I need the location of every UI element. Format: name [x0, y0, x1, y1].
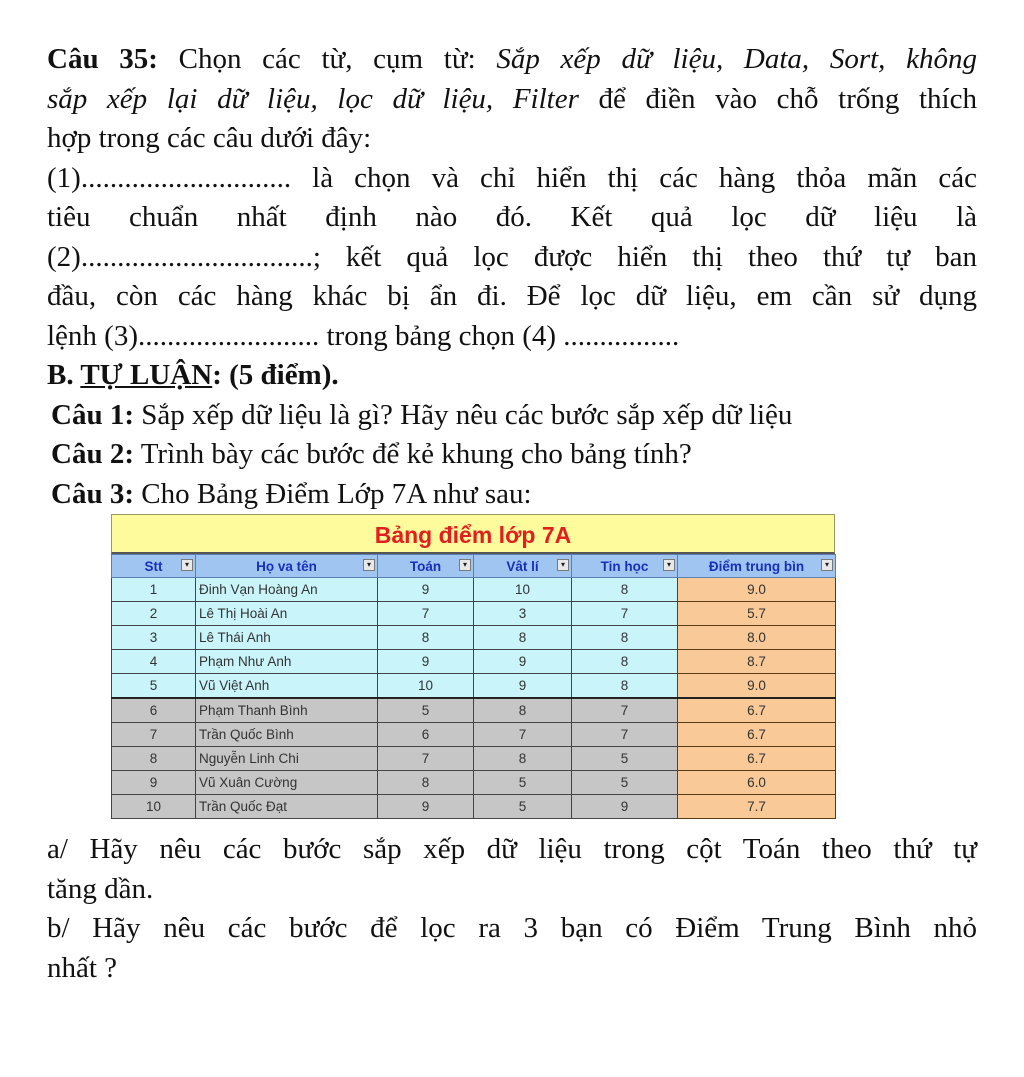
- cell-math: 8: [378, 771, 474, 795]
- q35-label: Câu 35:: [47, 43, 158, 75]
- cell-stt: 10: [112, 795, 196, 819]
- table-row: [112, 626, 836, 650]
- cell-physics: 10: [474, 578, 572, 602]
- table-row: [112, 723, 836, 747]
- cell-physics: 9: [474, 650, 572, 674]
- cell-informatics: 5: [572, 747, 678, 771]
- header-informatics: Tin học ▾: [572, 555, 678, 578]
- cell-stt: 2: [112, 602, 196, 626]
- cell-stt: 9: [112, 771, 196, 795]
- cell-physics: 5: [474, 771, 572, 795]
- q35-blank-1: (1)............................. là chọn và chỉ hiển thị các hàng thỏa mãn các: [47, 161, 977, 194]
- cell-physics: 9: [474, 674, 572, 699]
- sub-question-b-line-1: b/ Hãy nêu các bước để lọc ra 3 bạn có Điểm Trung Bình nhỏ: [47, 912, 977, 944]
- question-2: Câu 2: Trình bày các bước để kẻ khung cho bảng tính?: [51, 438, 692, 470]
- cell-average: 9.0: [678, 674, 836, 699]
- cell-name: Phạm Thanh Bình: [196, 698, 378, 723]
- cell-physics: 3: [474, 602, 572, 626]
- cell-name: Lê Thị Hoài An: [196, 602, 378, 626]
- header-physics: Vât lí ▾: [474, 555, 572, 578]
- section-b-title: TỰ LUẬN: [80, 359, 213, 391]
- cell-math: 5: [378, 698, 474, 723]
- table-row: [112, 602, 836, 626]
- filter-dropdown-icon[interactable]: ▾: [557, 559, 569, 571]
- exam-page: [47, 40, 977, 514]
- table-row: [112, 578, 836, 602]
- table-row: [112, 747, 836, 771]
- header-stt: Stt ▾: [112, 555, 196, 578]
- cell-name: Đinh Vạn Hoàng An: [196, 578, 378, 602]
- cell-stt: 3: [112, 626, 196, 650]
- sub-question-b-line-2: nhất ?: [47, 951, 118, 984]
- table-row: [112, 674, 836, 699]
- question-3: Câu 3: Cho Bảng Điểm Lớp 7A như sau:: [51, 477, 532, 510]
- question-1: Câu 1: Sắp xếp dữ liệu là gì? Hãy nêu các bước sắp xếp dữ liệu: [51, 398, 793, 431]
- cell-average: 6.0: [678, 771, 836, 795]
- cell-math: 9: [378, 650, 474, 674]
- cell-math: 7: [378, 747, 474, 771]
- cell-informatics: 8: [572, 626, 678, 650]
- cell-name: Lê Thái Anh: [196, 626, 378, 650]
- q35-line-3: hợp trong các câu dưới đây:: [47, 122, 372, 154]
- cell-stt: 5: [112, 674, 196, 699]
- cell-informatics: 7: [572, 602, 678, 626]
- q35-options-1: Sắp xếp dữ liệu, Data, Sort, không: [496, 43, 977, 75]
- cell-stt: 4: [112, 650, 196, 674]
- cell-name: Nguyễn Linh Chi: [196, 747, 378, 771]
- cell-average: 9.0: [678, 578, 836, 602]
- filter-dropdown-icon[interactable]: ▾: [459, 559, 471, 571]
- header-average: Điểm trung bìn ▾: [678, 555, 836, 578]
- cell-physics: 7: [474, 723, 572, 747]
- cell-name: Trần Quốc Bình: [196, 723, 378, 747]
- q35-blank-3-4: lệnh (3)......................... trong bảng chọn (4) ................: [47, 319, 680, 352]
- cell-name: Vũ Xuân Cường: [196, 771, 378, 795]
- table-row: [112, 795, 836, 819]
- filter-dropdown-icon[interactable]: ▾: [363, 559, 375, 571]
- sub-question-a-line-2: tăng dần.: [47, 872, 154, 905]
- cell-average: 6.7: [678, 698, 836, 723]
- cell-average: 7.7: [678, 795, 836, 819]
- cell-average: 5.7: [678, 602, 836, 626]
- cell-stt: 8: [112, 747, 196, 771]
- q35-line-1: Câu 35: Chọn các từ, cụm từ: Sắp xếp dữ liệu, Data, Sort, không: [47, 43, 977, 75]
- filter-dropdown-icon[interactable]: ▾: [663, 559, 675, 571]
- cell-informatics: 7: [572, 698, 678, 723]
- q35-options-2: sắp xếp lại dữ liệu, lọc dữ liệu, Filter: [47, 82, 579, 115]
- q35-line-7: đầu, còn các hàng khác bị ẩn đi. Để lọc dữ liệu, em cần sử dụng: [47, 280, 977, 312]
- cell-physics: 8: [474, 747, 572, 771]
- cell-math: 7: [378, 602, 474, 626]
- cell-math: 9: [378, 578, 474, 602]
- cell-name: Trần Quốc Đạt: [196, 795, 378, 819]
- q35-blank-2: (2)................................; kết quả lọc được hiển thị theo thứ tự ban: [47, 240, 977, 273]
- cell-name: Phạm Như Anh: [196, 650, 378, 674]
- header-math: Toán ▾: [378, 555, 474, 578]
- cell-physics: 8: [474, 626, 572, 650]
- table-row: [112, 771, 836, 795]
- table-row: [112, 698, 836, 723]
- cell-stt: 6: [112, 698, 196, 723]
- grade-table: [111, 514, 835, 819]
- cell-informatics: 8: [572, 674, 678, 699]
- cell-math: 9: [378, 795, 474, 819]
- grade-table-title: Bảng điểm lớp 7A: [111, 514, 835, 554]
- cell-informatics: 5: [572, 771, 678, 795]
- sub-question-a-line-1: a/ Hãy nêu các bước sắp xếp dữ liệu trong cột Toán theo thứ tự: [47, 833, 977, 865]
- sub-questions: [47, 830, 977, 988]
- cell-stt: 7: [112, 723, 196, 747]
- cell-informatics: 8: [572, 650, 678, 674]
- cell-informatics: 7: [572, 723, 678, 747]
- cell-math: 10: [378, 674, 474, 699]
- cell-physics: 8: [474, 698, 572, 723]
- grade-table-grid: [111, 554, 836, 819]
- filter-dropdown-icon[interactable]: ▾: [821, 559, 833, 571]
- q35-line-5: tiêu chuẩn nhất định nào đó. Kết quả lọc dữ liệu là: [47, 201, 977, 233]
- cell-informatics: 8: [572, 578, 678, 602]
- cell-average: 6.7: [678, 723, 836, 747]
- cell-physics: 5: [474, 795, 572, 819]
- section-b-heading: B. TỰ LUẬN: (5 điểm).: [47, 359, 339, 391]
- header-row: [112, 555, 836, 578]
- cell-math: 8: [378, 626, 474, 650]
- cell-average: 6.7: [678, 747, 836, 771]
- table-row: [112, 650, 836, 674]
- cell-name: Vũ Việt Anh: [196, 674, 378, 699]
- cell-average: 8.7: [678, 650, 836, 674]
- cell-average: 8.0: [678, 626, 836, 650]
- cell-math: 6: [378, 723, 474, 747]
- cell-stt: 1: [112, 578, 196, 602]
- filter-dropdown-icon[interactable]: ▾: [181, 559, 193, 571]
- cell-informatics: 9: [572, 795, 678, 819]
- q35-line-2: sắp xếp lại dữ liệu, lọc dữ liệu, Filter để điền vào chỗ trống thích: [47, 82, 977, 115]
- header-name: Họ va tên ▾: [196, 555, 378, 578]
